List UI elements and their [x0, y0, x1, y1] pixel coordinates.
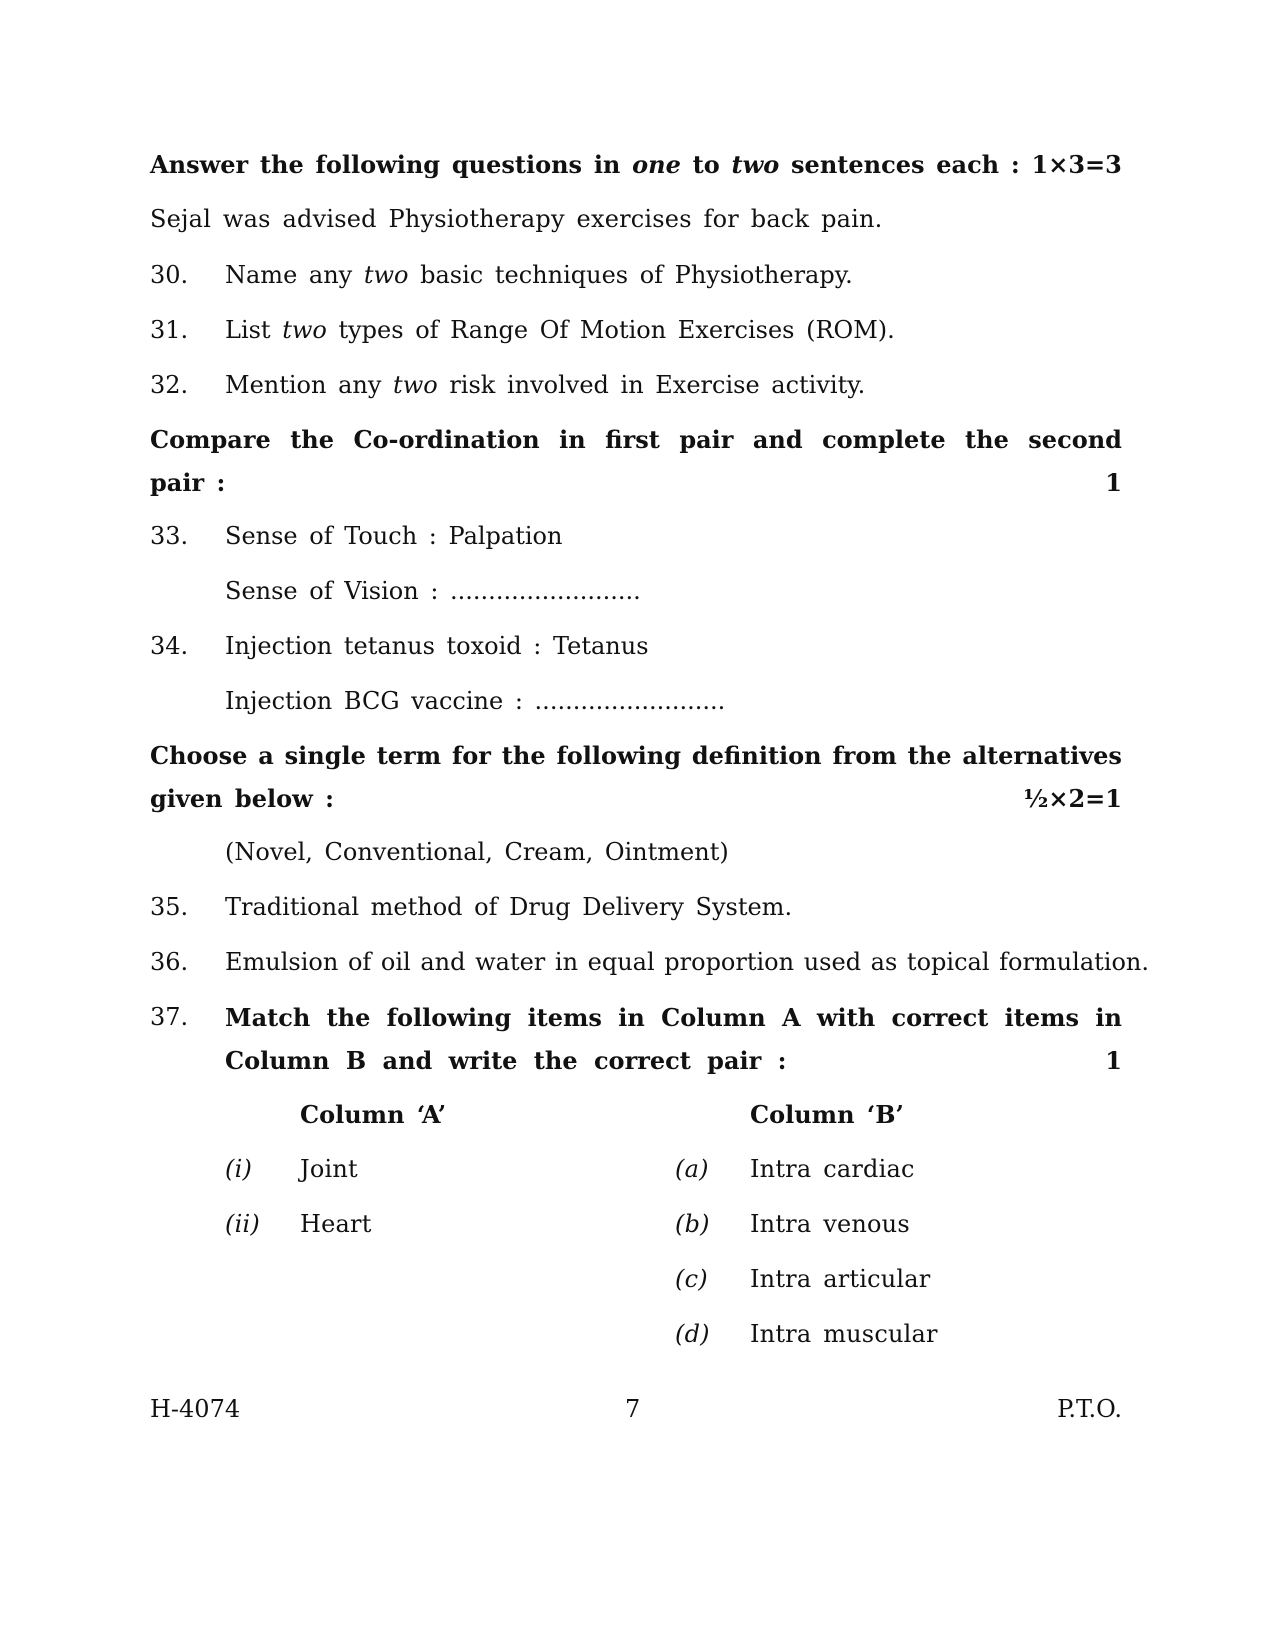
pto-label: P.T.O.	[1057, 1395, 1122, 1423]
column-b-label: (c)	[675, 1265, 708, 1293]
question-number: 33.	[150, 522, 189, 550]
question-number: 34.	[150, 632, 189, 660]
question-number: 31.	[150, 316, 189, 344]
question-30: Name any two basic techniques of Physiotherapy.	[225, 261, 853, 289]
paper-code: H-4074	[150, 1395, 241, 1423]
question-37-marks: 1	[1105, 1046, 1122, 1075]
question-34-line2: Injection BCG vaccine : .........................	[225, 687, 726, 715]
question-number: 36.	[150, 948, 189, 976]
section1-heading: Answer the following questions in one to two sentences each : 1×3=3	[150, 150, 1122, 179]
column-b-label: (d)	[675, 1320, 710, 1348]
column-b-label: (b)	[675, 1210, 710, 1238]
column-a-label: (ii)	[225, 1210, 260, 1238]
question-36: Emulsion of oil and water in equal proportion used as topical formulation.	[225, 948, 1149, 976]
page-number: 7	[625, 1395, 641, 1423]
column-a-item: Heart	[300, 1210, 372, 1238]
question-31: List two types of Range Of Motion Exercises (ROM).	[225, 316, 895, 344]
question-33-line1: Sense of Touch : Palpation	[225, 522, 563, 550]
question-33-line2: Sense of Vision : .........................	[225, 577, 641, 605]
question-number: 35.	[150, 893, 189, 921]
column-b-label: (a)	[675, 1155, 709, 1183]
column-b-item: Intra venous	[750, 1210, 910, 1238]
question-number: 37.	[150, 1003, 189, 1031]
column-b-header: Column ‘B’	[750, 1100, 904, 1129]
section2-marks: 1	[1105, 468, 1122, 497]
section3-heading-line1: Choose a single term for the following definition from the alternatives	[150, 741, 1122, 770]
section3-heading-line2: given below :	[150, 784, 334, 813]
question-35: Traditional method of Drug Delivery System.	[225, 893, 793, 921]
question-37-heading-line1: Match the following items in Column A with correct items in	[225, 1003, 1122, 1032]
case-intro: Sejal was advised Physiotherapy exercises for back pain.	[150, 205, 883, 233]
question-32: Mention any two risk involved in Exercise activity.	[225, 371, 866, 399]
term-options: (Novel, Conventional, Cream, Ointment)	[225, 838, 729, 866]
section2-heading-line2: pair :	[150, 468, 226, 497]
question-34-line1: Injection tetanus toxoid : Tetanus	[225, 632, 649, 660]
section2-heading-line1: Compare the Co-ordination in first pair and complete the second	[150, 425, 1122, 454]
question-37-heading-line2: Column B and write the correct pair :	[225, 1046, 787, 1075]
column-a-item: Joint	[300, 1155, 358, 1183]
column-a-label: (i)	[225, 1155, 253, 1183]
column-b-item: Intra muscular	[750, 1320, 938, 1348]
question-number: 32.	[150, 371, 189, 399]
column-a-header: Column ‘A’	[300, 1100, 447, 1129]
column-b-item: Intra articular	[750, 1265, 931, 1293]
column-b-item: Intra cardiac	[750, 1155, 915, 1183]
section1-marks: 1×3=3	[1031, 150, 1122, 179]
section3-marks: ½×2=1	[1023, 784, 1122, 813]
question-number: 30.	[150, 261, 189, 289]
